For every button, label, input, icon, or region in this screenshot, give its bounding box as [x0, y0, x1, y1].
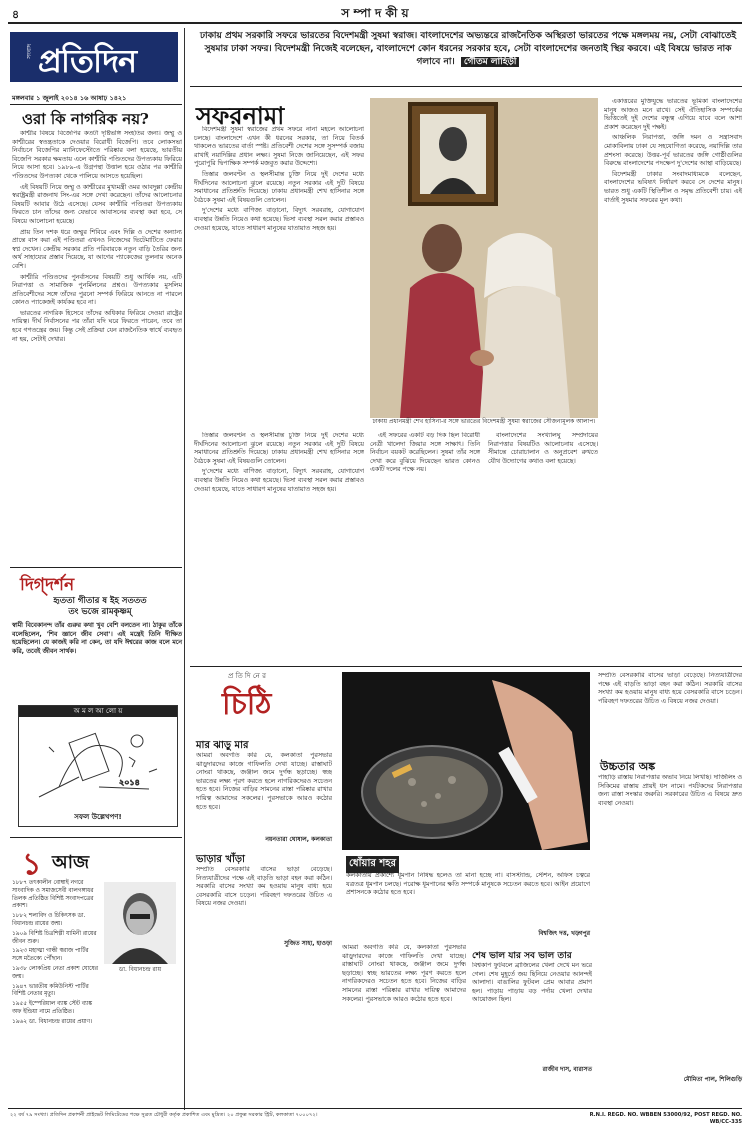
lead-intro-text: ঢাকায় প্রথম সরকারি সফরে ভারতের বিদেশমন্ত্রী সুষমা স্বরাজ। বাংলাদেশের অভ্যন্তরে রাজনৈতিক অস্থিরতা ভারতের পক্ষে মঙ্গলময় নয়, সেটা বোঝাতেই সুষমার ঢাকা সফর। বিদেশমন্ত্রী নিজেই বলেছেন, বাংলাদেশে কোন ধরনের সরকার হবে, সেটা বাংলাদেশের জনতাই স্থির করবে। এই বিষয়ে ভারত নাক গলাবে না।	[199, 31, 737, 67]
letter-1-title: মার ঝাড়ু মার	[196, 740, 249, 751]
aaj-event: ১৯০৯ বিশিষ্ট চিত্রশিল্পী যামিনী রায়ের জীবন শুরু।	[12, 930, 97, 945]
letter-3-title: ধোঁয়ার শহর	[346, 856, 399, 873]
cartoon-caption: সফল উল্লেখপণ!	[74, 813, 122, 821]
page-number: ৪	[12, 8, 20, 21]
aaj-event: ১৯৬২ ডা. বিধানচন্দ্র রায়ের প্রয়াণ।	[12, 1018, 93, 1025]
brand-logo	[10, 32, 178, 82]
lead-paragraph: তিস্তার জলবণ্টন ও স্থলসীমান্ত চুক্তি নিয়ে দুই দেশের মধ্যে দীর্ঘদিনের আলোচনা ঝুলে রয়েছে। নতুন সরকার এই দুটি বিষয়ে সমাধানের প্রতিশ্রুতি দিয়েছে। ঢাকায় প্রধানমন্ত্রী শেখ হাসিনার সঙ্গে বৈঠকে সুষমা এই বিষয়গুলি তোলেন।	[194, 170, 364, 204]
aaj-portrait	[104, 882, 176, 964]
lead-column-2	[370, 432, 598, 660]
lead-column-3	[604, 98, 742, 656]
lead-column-1	[194, 126, 364, 412]
lead-column-1b	[194, 432, 364, 660]
footer-regno: R.N.I. REGD. NO. WBBEN 53000/92, POST REGD. NO. WB/CC-335	[589, 1112, 742, 1125]
lead-paragraph: বাংলাদেশের সংখ্যালঘু সম্প্রদায়ের নিরাপত্তার বিষয়টিও আলোচনায় এসেছে। সীমান্তে চোরাচালান ও অনুপ্রবেশ রুখতে যৌথ উদ্যোগের কথাও বলা হয়েছে।	[488, 432, 598, 465]
section-title: স ম্পা দ কী য়	[341, 6, 409, 20]
lead-paragraph: একাত্তরের মুক্তিযুদ্ধে ভারতের ভূমিকা বাংলাদেশের মানুষ আজও মনে রাখে। সেই ঐতিহাসিক সম্পর্কের ভিত্তিতেই দুই দেশের বন্ধুত্ব এগিয়ে যাবে বলে আশা প্রকাশ করেছেন দুই পক্ষই।	[604, 98, 742, 131]
editorial-paragraph: কাশ্মীরি পণ্ডিতদের পুনর্বাসনের বিষয়টি শুধু আর্থিক নয়, এটি নিরাপত্তা ও সামাজিক পুনর্মিলনের প্রশ্নও। উপত্যকার মুসলিম প্রতিবেশীদের সঙ্গে তাঁদের পুরনো সম্পর্ক ফিরিয়ে আনতে না পারলে কোনও প্যাকেজই কার্যকর হবে না।	[12, 273, 182, 307]
aaj-number: ১	[22, 847, 42, 882]
letter-4-author: রাজীব দাস, বারাসত	[542, 1066, 592, 1073]
digdarshan-body: স্বামী বিবেকানন্দ তাঁর গুরুর কথা খুব বেশি বলতেন না। ঠাকুর তাঁকে বলেছিলেন, 'শিব জ্ঞানে জীব সেবা'। এই মন্ত্রেই তিনি দীক্ষিত হয়েছিলেন। যে কাজই করি না কেন, তা যদি ঈশ্বরের কাজ বলে মনে করি, তবেই জীবন সার্থক।	[12, 622, 182, 655]
digdarshan-title: দিগ্‌দর্শন	[20, 575, 75, 595]
lead-paragraph: বিদেশমন্ত্রী ঢাকার সংবাদমাধ্যমকে বলেছেন, বাংলাদেশের ভবিষ্যৎ নির্ধারণ করবে সে দেশের মানুষ। ভারত শুধু একটি স্থিতিশীল ও সমৃদ্ধ প্রতিবেশী চায়। এই বার্তাই সুষমার সফরের মূল কথা।	[604, 170, 742, 204]
cartoon-title: অ ম ল আ লো য়	[19, 706, 177, 717]
letter-1-author: নয়নতারা ঘোষাল, কলকাতা	[265, 836, 332, 843]
aaj-event: ১৯২৩ মহাত্মা গান্ধী স্বরাজ পার্টির সঙ্গে মতৈক্যে পৌঁছান।	[12, 948, 89, 963]
letter-2-author: সুজিত সাহা, হাওড়া	[284, 940, 332, 947]
letter-4-body: বিশ্বকাপ ফুটবলে ব্রাজিলের খেলা দেখে মন ভরে গেল। শেষ মুহূর্তে জয় ছিনিয়ে নেওয়ার আনন্দই আলাদা। বাঙালির ফুটবল প্রেম আবার প্রমাণ হল। পাড়ায় পাড়ায় বড় পর্দায় খেলা দেখার আয়োজন ছিল।	[472, 962, 592, 1004]
aaj-event: ১৮৮৭ তৎকালীন বোম্বাই নগরে সাংবাদিক ও সমাজসেবী বালগঙ্গাধর তিলক প্রতিষ্ঠিত বিশিষ্ট সংবাদপত্রের প্রকাশ।	[12, 880, 94, 910]
lead-paragraph: দু'দেশের মধ্যে বাণিজ্য বাড়ানো, বিদ্যুৎ সরবরাহ, যোগাযোগ ব্যবস্থার উন্নতি নিয়েও কথা হয়েছে। ভিসা ব্যবস্থা সরল করার প্রস্তাবও দেওয়া হয়েছে, যাতে সাধারণ মানুষের যাতায়াত সহজ হয়।	[194, 207, 364, 232]
brand-prefix: সংবাদ	[26, 44, 33, 59]
lead-paragraph: তিস্তার জলবণ্টন ও স্থলসীমান্ত চুক্তি নিয়ে দুই দেশের মধ্যে দীর্ঘদিনের আলোচনা ঝুলে রয়েছে। নতুন সরকার এই দুটি বিষয়ে সমাধানের প্রতিশ্রুতি দিয়েছে। ঢাকায় প্রধানমন্ত্রী শেখ হাসিনার সঙ্গে বৈঠকে সুষমা এই বিষয়গুলি তোলেন।	[194, 432, 364, 465]
aaj-event: ১৯৩৮ লোকপ্রিয় নেতা প্রকাশ ঘোষের জন্ম।	[12, 965, 98, 980]
letter-5-author: মৌমিতা পাল, শিলিগুড়ি	[683, 1076, 742, 1083]
aaj-event: ১৯৫৫ ইম্পেরিয়াল ব্যাঙ্ক স্টেট ব্যাঙ্ক অফ ইন্ডিয়া নামে প্রতিষ্ঠিত।	[12, 1001, 92, 1015]
editorial-paragraph: এই বিষয়টি নিয়ে জম্মু ও কাশ্মীরের মুখ্যমন্ত্রী ওমর আবদুল্লা কেন্দ্রীয় স্বরাষ্ট্রমন্ত্রী রাজনাথ সিং-এর সঙ্গে দেখা করেছেন। তাঁদের আলোচনার বিষয়টি আবার উঠে এসেছে। যেসব কাশ্মীরি পণ্ডিতরা উপত্যকায় ফিরতে চান তাঁদের জন্য যেভাবে আবাসনের ব্যবস্থা করা হবে, সে বিষয়ে আলোচনা হয়েছে।	[12, 183, 182, 225]
letter-2-body: সম্প্রতি বেসরকারি বাসের ভাড়া বেড়েছে। নিত্যযাত্রীদের পক্ষে এই বাড়তি ভাড়া বহন করা কঠিন। সরকারি বাসের সংখ্যা কম হওয়ায় মানুষ বাধ্য হয়ে বেসরকারি বাসে চড়েন। পরিবহণ দফতরের উচিত এ বিষয়ে নজর দেওয়া।	[196, 866, 332, 908]
aaj-event: ১৯৪৭ ভারতীয় কমিউনিস্ট পার্টির বিশিষ্ট নেতার মৃত্যু।	[12, 983, 89, 998]
letter-1-continued: আমরা অবগতি করি যে, কলকাতা পুরসভার ঝাড়ুদারদের কাজে গাফিলতি দেখা যাচ্ছে। রাস্তাঘাট নোংরা থাকছে, জঞ্জাল জমে দুর্গন্ধ ছড়াচ্ছে। স্বচ্ছ ভারতের লক্ষ্য পূরণ করতে হলে নাগরিকদেরও সচেতন হতে হবে। নিজের বাড়ির সামনের রাস্তা পরিষ্কার রাখার দায়িত্ব আমাদের সকলের। পুরসভাকে আরও কঠোর হতে হবে।	[342, 944, 466, 1003]
letters-banner-small: প্র তি দি নে র	[228, 672, 266, 680]
letter-5-title: উচ্চতার অঙ্ক	[600, 760, 656, 773]
aaj-title: আজ	[52, 852, 90, 873]
cartoon-illustration	[19, 717, 175, 807]
lead-photo-caption: ঢাকায় প্রধানমন্ত্রী শেখ হাসিনা-র সঙ্গে ভারতের বিদেশমন্ত্রী সুষমা স্বরাজের সৌজন্যমূলক আলাপ।	[372, 418, 596, 425]
cartoon-frame	[18, 705, 178, 827]
editorial-paragraph: ভারতের নাগরিক হিসেবে তাঁদের অধিকার ফিরিয়ে দেওয়া রাষ্ট্রের দায়িত্ব। দীর্ঘ নির্বাসনের পর তাঁরা যদি ঘরে ফিরতে পারেন, তবে তা হবে গণতন্ত্রের জয়। কিন্তু সেই প্রক্রিয়া যেন রাজনৈতিক স্বার্থে ব্যবহৃত না হয়, সেটাই দেখার।	[12, 309, 182, 343]
aaj-event-list	[12, 880, 100, 1029]
lead-paragraph: আঞ্চলিক নিরাপত্তা, জঙ্গি দমন ও সন্ত্রাসবাদ মোকাবিলায় ঢাকা যে সহযোগিতা করেছে, নয়াদিল্লি তার প্রশংসা করেছে। উত্তর-পূর্ব ভারতের জঙ্গি গোষ্ঠীগুলির বিরুদ্ধে বাংলাদেশের পদক্ষেপ দু'দেশের আস্থা বাড়িয়েছে।	[604, 134, 742, 168]
editorial-paragraph: প্রায় তিন দশক ধরে জম্মুর শিবিরে এবং দিল্লি ও দেশের অন্যান্য প্রান্তে বাস করা এই পণ্ডিতরা এখনও নিজেদের ভিটেমাটিতে ফেরার স্বপ্ন দেখেন। কেন্দ্রীয় সরকার প্রতি পরিবারকে নতুন বাড়ি তৈরির জন্য অর্থ সাহায্যের প্রস্তাব দিয়েছে, যা আগের প্যাকেজের তুলনায় অনেক বেশি।	[12, 228, 182, 270]
letter-2-title: ভাড়ার খাঁড়া	[196, 854, 245, 865]
dateline: মঙ্গলবার ১ জুলাই ২০১৪ ১৬ আষাঢ় ১৪২১	[12, 94, 127, 102]
masthead	[10, 30, 180, 90]
letters-banner: চিঠি	[222, 687, 272, 722]
lead-title: সফরনামা	[196, 101, 285, 130]
lead-paragraph: বিদেশমন্ত্রী সুষমা স্বরাজের প্রথম সফরে নানা মহলে আলোচনা চলছে। বাংলাদেশে এখন কী ধরনের সরকার, তা নিয়ে বিতর্ক থাকলেও ভারতের বার্তা স্পষ্ট। প্রতিবেশী দেশের সঙ্গে সুসম্পর্ক বজায় রাখাই নয়াদিল্লির প্রধান লক্ষ্য। সুষমা নিজে জানিয়েছেন, এই সফর পুরোপুরি দ্বিপাক্ষিক সম্পর্ক মজবুত করার উদ্দেশ্যে।	[194, 126, 364, 168]
lead-paragraph: এই সফরের একটি বড় দিক ছিল বিরোধী নেত্রী খালেদা জিয়ার সঙ্গে সাক্ষাৎ। তিনি নির্বাচন বয়কট করেছিলেন। সুষমা তাঁর সঙ্গে দেখা করে বুঝিয়ে দিয়েছেন ভারত কোনও একটি দলের পক্ষে নয়।	[370, 432, 480, 474]
digdarshan-subtitle: হৃততা গীতার ষ ইহ সততত তং ভজে রামকৃষ্ণম্‌	[53, 596, 147, 617]
lead-author: গৌতম লাহিড়ী	[461, 57, 520, 67]
editorial-paragraph: কাশ্মীর বিষয়ে বিজেপির কতটা দৃষ্টিভঙ্গি সংহতির জন্য। জম্মু ও কাশ্মীরের স্বতন্ত্রতাকে দেওয়ার বিরোধী বিজেপি। তবে লোকসভা নির্বাচনে বিজেপির ম্যানিফেস্টোতে পরিষ্কার বলা হয়েছে, ভারতীয় বিজেপি সরকার ক্ষমতায় এলে কাশ্মীরি পণ্ডিতদের উপত্যকায় ফিরিয়ে নিয়ে আসা হবে। ১৯৮৯-এ উগ্রপন্থা উত্তাল হয়ে ওঠার পর কাশ্মীরি পণ্ডিতদের উপত্যকা থেকে পালিয়ে আসতে হয়েছিল।	[12, 130, 182, 180]
letter-5-body: পাহাড়ি রাস্তায় নিরাপত্তার অভাব নিয়ে লিখছি। দার্জিলিং ও সিকিমের রাস্তায় প্রায়ই ধস নামে। পর্যটকদের নিরাপত্তার জন্য রাস্তা সংস্কার জরুরি। সরকারের উচিত এ বিষয়ে দ্রুত ব্যবস্থা নেওয়া।	[598, 774, 742, 807]
aaj-photo-caption: ডা. বিধানচন্দ্র রায়	[118, 966, 162, 973]
letter-1-body: আমরা অবগতি করি যে, কলকাতা পুরসভার ঝাড়ুদারদের কাজে গাফিলতি দেখা যাচ্ছে। রাস্তাঘাট নোংরা থাকছে, জঞ্জাল জমে দুর্গন্ধ ছড়াচ্ছে। স্বচ্ছ ভারতের লক্ষ্য পূরণ করতে হলে নাগরিকদেরও সচেতন হতে হবে। নিজের বাড়ির সামনের রাস্তা পরিষ্কার রাখার দায়িত্ব আমাদের সকলের। পুরসভাকে আরও কঠোর হতে হবে।	[196, 752, 332, 811]
brand-name: প্রতিদিন	[38, 42, 137, 80]
header-rule	[8, 22, 742, 24]
aaj-event: ১৮৮২ শল্যবিদ ও চিকিৎসক ডা. বিধানচন্দ্র রায়ের জন্ম।	[12, 913, 86, 927]
lead-paragraph: দু'দেশের মধ্যে বাণিজ্য বাড়ানো, বিদ্যুৎ সরবরাহ, যোগাযোগ ব্যবস্থার উন্নতি নিয়েও কথা হয়েছে। ভিসা ব্যবস্থা সরল করার প্রস্তাবও দেওয়া হয়েছে, যাতে সাধারণ মানুষের যাতায়াত সহজ হয়।	[194, 468, 364, 493]
letter-right-top: সম্প্রতি বেসরকারি বাসের ভাড়া বেড়েছে। নিত্যযাত্রীদের পক্ষে এই বাড়তি ভাড়া বহন করা কঠিন। সরকারি বাসের সংখ্যা কম হওয়ায় মানুষ বাধ্য হয়ে বেসরকারি বাসে চড়েন। পরিবহণ দফতরের উচিত এ বিষয়ে নজর দেওয়া।	[598, 672, 742, 705]
lead-photo	[370, 98, 598, 418]
editorial-title: ওরা কি নাগরিক নয়?	[22, 110, 149, 128]
lead-intro	[194, 30, 742, 69]
ashtray-photo	[342, 672, 590, 850]
svg-text:২০১৪: ২০১৪	[119, 778, 140, 787]
letter-4-title: শেষ ভাল যার সব ভাল তার	[472, 951, 572, 961]
editorial-body	[12, 130, 182, 530]
letter-3-body: কলকাতায় প্রকাশ্যে ধূমপান নিষিদ্ধ হলেও তা মানা হচ্ছে না। বাসস্ট্যান্ড, স্টেশন, অফিস চত্বরে যত্রতত্র ধূমপান চলছে। পরোক্ষ ধূমপানের ক্ষতি সম্পর্কে মানুষকে সচেতন করতে হবে। আইন প্রয়োগে প্রশাসনকে কঠোর হতে হবে।	[346, 872, 590, 897]
footer-imprint: ২২ বর্ষ ৭৯ সংখ্যা। প্রতিদিন প্রকাশনী প্রাইভেট লিমিটেডের পক্ষে সুব্রত চৌধুরী কর্তৃক প্রকাশিত এবং মুদ্রিত। ২০ প্রফুল্ল সরকার স্ট্রিট, কলকাতা ৭০০০৭২।	[10, 1112, 318, 1118]
letter-3-author: বিশ্বজিৎ দত্ত, খড়্গপুর	[538, 930, 590, 937]
